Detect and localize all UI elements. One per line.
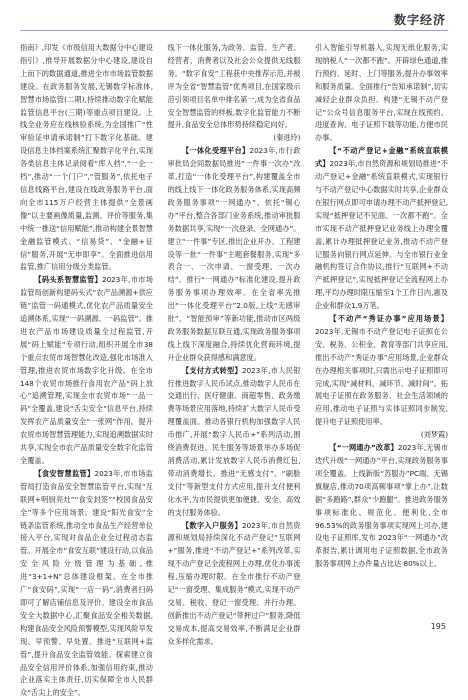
section-body: 2023年,市自然资源和规划局推进“不动产登记+金融”系统直联模式,实现银行与不动产登记中心数据实时共享,企业群众在银行网点即可申请办理不动产抵押登记,实现“抵押登记不见面、一次都不跑”。全市实现不动产抵押登记业务线上办理全覆盖,累计办理抵押登记业务,推动不动产登记服务向银行网点延伸。与全市银行业金融机构签订合作协议,推行“互联网+不动产抵押登记”,实现抵押登记全流程网上办理,平均办理时限压缩至1个工作日内,惠及企业和群众1.9万笔。 bbox=[315, 159, 448, 311]
section-paragraph bbox=[315, 442, 448, 571]
column-3 bbox=[315, 42, 448, 620]
header-divider bbox=[20, 30, 448, 31]
column-2 bbox=[167, 42, 301, 646]
section-title: 【数字入户服务】 bbox=[181, 520, 243, 530]
page-number: 195 bbox=[430, 622, 446, 631]
section-body: 2023年,无锡市不动产登记电子证照在公安、税务、公积金、教育等部门共享应用,推出不动产“秀证办事”应用场景,企业群众在办理相关事项时,只需出示电子证照即可完成,实现“减材料、减环节、减时间”。拓展电子证照在政务服务、社会生活领域的应用,推动电子证照与实体证照同步制发,提升电子证照使用率。 bbox=[315, 326, 448, 427]
section-paragraph bbox=[20, 274, 153, 468]
section-title: 【支付方式转型】 bbox=[181, 365, 243, 375]
header-title: 数字经济 bbox=[393, 13, 446, 27]
section-title: 【“不动产登记+金融”系统直联模式】 bbox=[315, 146, 448, 169]
section-paragraph bbox=[315, 313, 448, 429]
author-signature: (秦进玲) bbox=[273, 133, 301, 143]
section-title: 【不动产“秀证办事”应用场景】 bbox=[329, 314, 448, 324]
section-title: 【一体化受理平台】 bbox=[181, 146, 250, 156]
section-body: 2023年,市人民银行推进数字人民币试点,推动数字人民币在交通出行、医疗健康、商超零售、政务缴费等场景应用落地,持续扩大数字人民币受理覆盖面。推动各银行机构加强数字人民币推广,开展“数字人民币+”系列活动,围绕消费促进、民生服务等场景举办多场促消费活动,累计发放数字人民币消费红包,带动消费增长。推进“无感支付”、“刷脸支付”等新型支付方式应用,提升支付便利化水平,为市民提供更加便捷、安全、高效的支付服务体验。 bbox=[167, 365, 301, 517]
section-body: 2023年,市自然资源和规划局持续深化不动产登记“互联网+”服务,推进“不动产登记+”系列改革,实现不动产登记全流程网上办理,优化办事流程,压缩办理时限。在全市推行不动产登记“一窗受理、集成服务”模式,实现不动产交易、税收、登记一窗受理、并行办理。创新推出不动产登记“带押过户”服务,降低交易成本,提高交易效率,不断满足企业群众多样化需求。 bbox=[167, 520, 301, 646]
section-paragraph bbox=[315, 145, 448, 313]
section-body: 2023年,无锡市迭代升级“一网通办”平台,实现政务服务事项全覆盖。上线新版“苏服办”PC端、无锡旗舰店,推动70项高频事项“掌上办”,让数据“多跑路”,群众“少跑腿”。推进政务服务事项标准化、规范化、便利化,全市96.53%的政务服务事项实现网上可办,建设电子证照库,发布 2023年“一网通办”改革报告,累计调用电子证照数据,全市政务服务事项网上办件量占比达 80%以上。 bbox=[315, 443, 449, 569]
paragraph: 指南》,印发《市级信用大数据分中心建设指引》,推导开展数据分中心建设,建设自上而下的数据通道,推进全市市场监管数据建设。在政务服务发展,无锡数字标准体,智慧市场监管(二期),持续推动数字化赋能监管信息平台(三期)等重点项目建设。上线全业务应在线核验系统,为全国推广“性审验证申请承诺制”打下数字化基础。建设信息主体档案系统汇聚数字化平台,实现各类信息主体记录阅看“库入档”,“一企一档”,推动“一个门户”,“管服务”,依托电子信息线路平台,建设在线政务服务平台,面向全市115万户经营主体提供“全景画像”以主要画像质量,监测、评价等服务,集中统一推送“信用赋能”,推动构建全景智慧金融监管模式、“信易贷”、“金融+征信”服务,开展“无申即享”。全面推进信用监管,推广信用分级分类监管。 bbox=[20, 43, 153, 272]
section-title: 【食安智慧监管】 bbox=[34, 468, 95, 478]
author-signature: (刘梦霞) bbox=[420, 430, 448, 440]
section-body: 2023年,市市场监管局打造食品安全智慧监管平台,实现“互联网+明厨亮灶”“食安封签”“校园食品安全”等多个应用场景。建设“阳光食安”全链条监管系统,推动全市食品生产经营单位接入平台,实现对食品企业全过程动态监管。开展全市“食安互联”建设行动,以食品安全风险分级管理为基础,推进“3+1+N”总体建设框架。在全市推广“食安码”,实现“一店一码”,消费者扫码即可了解店铺信息及评价。建设全市食品安全大数据中心,汇聚食品安全相关数据,构建食品安全风险预警模型,实现风险早发现、早预警、早处置。推进“互联网+监管”,提升食品安全监管效能。探索建立食品安全信用评价体系,加强信用约束,推动企业落实主体责任,切实保障全市人民群众“舌尖上的安全”。 bbox=[20, 468, 153, 698]
section-paragraph bbox=[168, 145, 301, 364]
section-paragraph bbox=[20, 468, 153, 700]
section-body: 2023年,市行政审批局会同数据局推进“一件事一次办”改革,打造“一体化受理平台”,构建覆盖全市的线上线下一体化政务服务体系,实现高频政务服务事项“一网通办”。依托“锡心办”平台,整合各部门业务系统,推动审批服务数据共享,实现“一次登录、全网通办”。建立“一件事”专区,推出企业开办、工程建设等一批“一件事”主题套餐服务,实现“多表合一、一次申请、一窗受理、一次办结”。推行“一网通办”标准化建设,提升政务服务事项办理效率。在全省率先推出“一体化受理平台”2.0版,上线“无感审批”、“智能预审”等新功能,推动市区两级政务服务数据互联互通,实现政务服务事项线上线下深度融合,持续优化营商环境,提升企业群众获得感和满意度。 bbox=[167, 146, 301, 362]
section-paragraph bbox=[168, 365, 301, 520]
paragraph: 引入智能引导机器人,实现无纸化服务,实现纳税人“一次都不跑”。开辟绿色通道,推行预约、延时、上门等服务,提升办事效率和服务质量。全面推行“告知承诺制”,切实减轻企业群众负担。构建“无锡不动产登记”公众号信息服务平台,实现在线预约、进度查询、电子证照下载等功能,方便市民办事。 bbox=[315, 43, 448, 143]
section-title: 【“一网通办”改革】 bbox=[329, 443, 398, 453]
section-paragraph bbox=[168, 520, 301, 649]
paragraph: 线下一体化服务,为政务、监管、生产者、经营者、消费者以及社会公众提供无线服务。“数字食安”工程获中央推荐示范,并被评为全省“智慧监管”优秀项目,在国家级示范引领项目名单中排名第一,成为全省食品安全智慧监管的样板,数字化监管能力不断提升,食品安全总体形势持续稳定向好。 bbox=[167, 43, 301, 130]
section-body: 2023年,市市场监管局创新构建码头式“农产品溯源+供应链”监管一码通模式,优化农产品质量安全追溯体系,实现“一码溯源、一码监管”。推进农产品市场建设质量全过程监管,开展“码上赋能”专项行动,组织开展全市38个重点农贸市场智慧化改造,强化市场准入管理,推进农贸市场数字化升级。在全市148个农贸市场推行食用农产品“码上放心”追溯管理,实现全市农贸市场“一品一码”全覆盖,建设“舌尖安全”信息平台,持续发挥农产品质量安全“一张网”作用。提升农贸市场智慧管理能力,实现追溯数据实时共享,实现全市农产品质量安全数字化监管全覆盖。 bbox=[20, 275, 153, 465]
column-1 bbox=[20, 42, 153, 698]
section-title: 【码头系智慧监管】 bbox=[34, 275, 103, 285]
